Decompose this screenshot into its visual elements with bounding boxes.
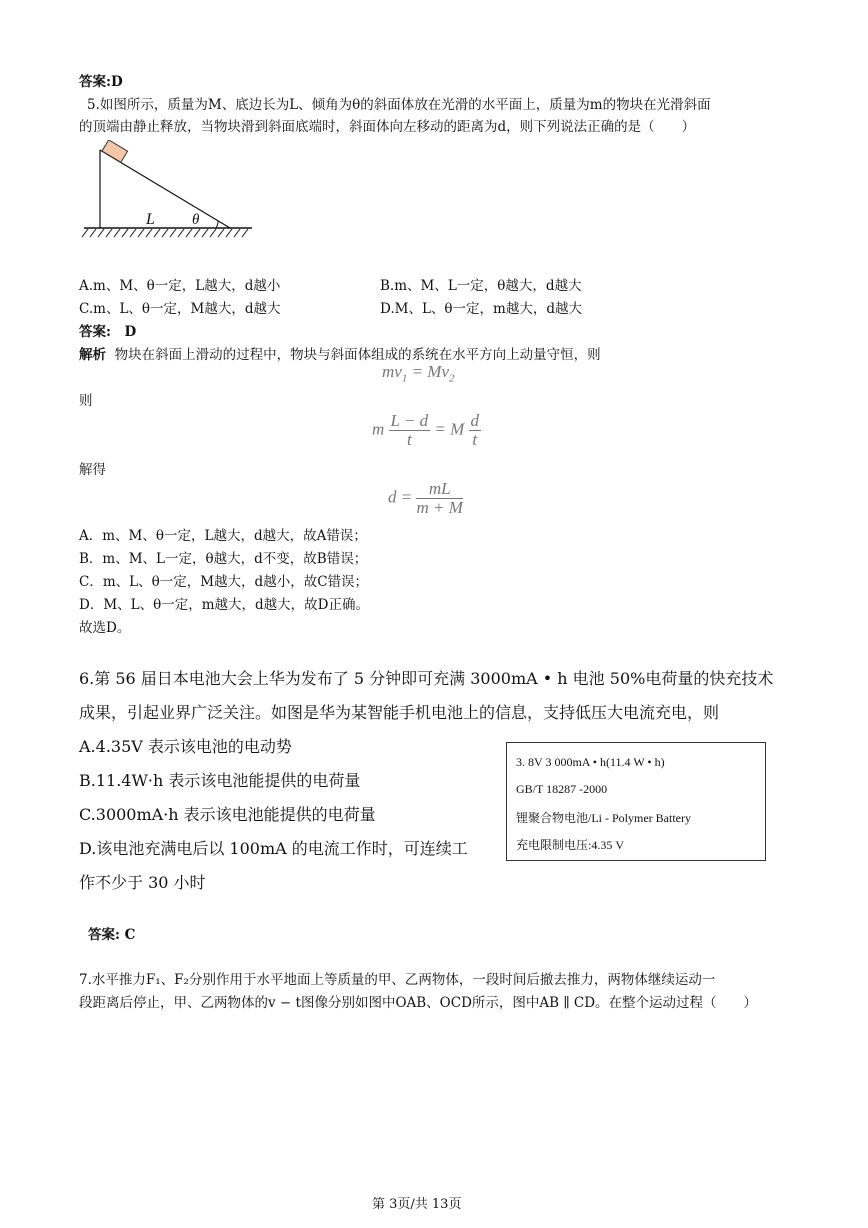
equation-result: d = $\frac{mL}{m + M}$ [388, 479, 463, 517]
battery-info-box [506, 742, 766, 861]
battery-info-line4: 充电限制电压:4.35 V [516, 838, 625, 852]
q5-solve: 解得 [79, 462, 106, 478]
q5-stem-line2: 的顶端由静止释放，当物块滑到斜面底端时，斜面体向左移动的距离为d，则下列说法正确的是（ ） [79, 119, 696, 135]
label-theta: θ [192, 212, 200, 228]
q5-stem-line1: 5.如图所示，质量为M、底边长为L、倾角为θ的斜面体放在光滑的水平面上，质量为m的物块在光滑斜面 [87, 97, 711, 113]
battery-info-line3: 锂聚合物电池/Li - Polymer Battery [516, 811, 691, 825]
q6-option-d-line1: D.该电池充满电后以 100mA 的电流工作时，可连续工 [79, 839, 468, 858]
analysis-line-a: A．m、M、θ一定，L越大，d越大，故A错误； [79, 528, 367, 544]
equation-momentum: $mv_1 = Mv_2$ [382, 362, 455, 385]
q6-stem-line1: 6.第 56 届日本电池大会上华为发布了 5 分钟即可充满 3000mA • h 电池 50%电荷量的快充技术 [79, 669, 774, 688]
q5-analysis [79, 343, 601, 363]
q5-option-c: C.m、L、θ一定，M越大，d越大 [79, 301, 281, 317]
analysis-line-c: C．m、L、θ一定，M越大，d越小，故C错误； [79, 574, 369, 590]
analysis-text: 物块在斜面上滑动的过程中，物块与斜面体组成的系统在水平方向上动量守恒，则 [114, 347, 601, 363]
battery-info-line2: GB/T 18287 -2000 [516, 782, 608, 796]
equation-distance: m $\frac{L - d}{t}$ = M $\frac{d}{t}$ [372, 411, 480, 449]
q7-stem-line2: 段距离后停止，甲、乙两物体的v − t图像分别如图中OAB、OCD所示，图中AB ∥ CD。在整个运动过程（ ） [79, 995, 758, 1011]
q5-option-b: B.m、M、L一定，θ越大，d越大 [380, 278, 582, 294]
q6-option-b: B.11.4W·h 表示该电池能提供的电荷量 [79, 771, 361, 790]
label-L: L [146, 211, 155, 228]
analysis-label: 解析 [79, 347, 106, 363]
q6-answer: 答案: C [88, 927, 136, 943]
analysis-line-d: D．M、L、θ一定，m越大，d越大，故D正确。 [79, 597, 370, 613]
q6-option-d-line2: 作不少于 30 小时 [79, 873, 206, 892]
q5-answer: 答案: D [79, 324, 137, 340]
theta-arc [216, 221, 218, 228]
incline-figure [80, 140, 260, 240]
q5-then: 则 [79, 393, 93, 409]
q4-answer: 答案:D [79, 74, 123, 90]
q6-stem-line2: 成果，引起业界广泛关注。如图是华为某智能手机电池上的信息，支持低压大电流充电，则 [79, 703, 720, 722]
battery-info-line1: 3. 8V 3 000mA • h(11.4 W • h) [516, 755, 665, 769]
q5-option-a: A.m、M、θ一定，L越大，d越小 [79, 278, 281, 294]
q6-option-c: C.3000mA·h 表示该电池能提供的电荷量 [79, 805, 376, 824]
ground-hatching [82, 229, 248, 237]
q5-conclusion: 故选D。 [79, 620, 131, 636]
q6-option-a: A.4.35V 表示该电池的电动势 [79, 737, 292, 756]
page-number: 第 3页/共 13页 [372, 1197, 462, 1212]
q7-stem-line1: 7.水平推力F₁、F₂分别作用于水平地面上等质量的甲、乙两物体，一段时间后撤去推力，两物体继续运动一 [79, 972, 716, 988]
analysis-line-b: B．m、M、L一定，θ越大，d不变，故B错误； [79, 551, 368, 567]
sliding-block [102, 140, 128, 162]
q5-option-d: D.M、L、θ一定，m越大，d越大 [380, 301, 582, 317]
